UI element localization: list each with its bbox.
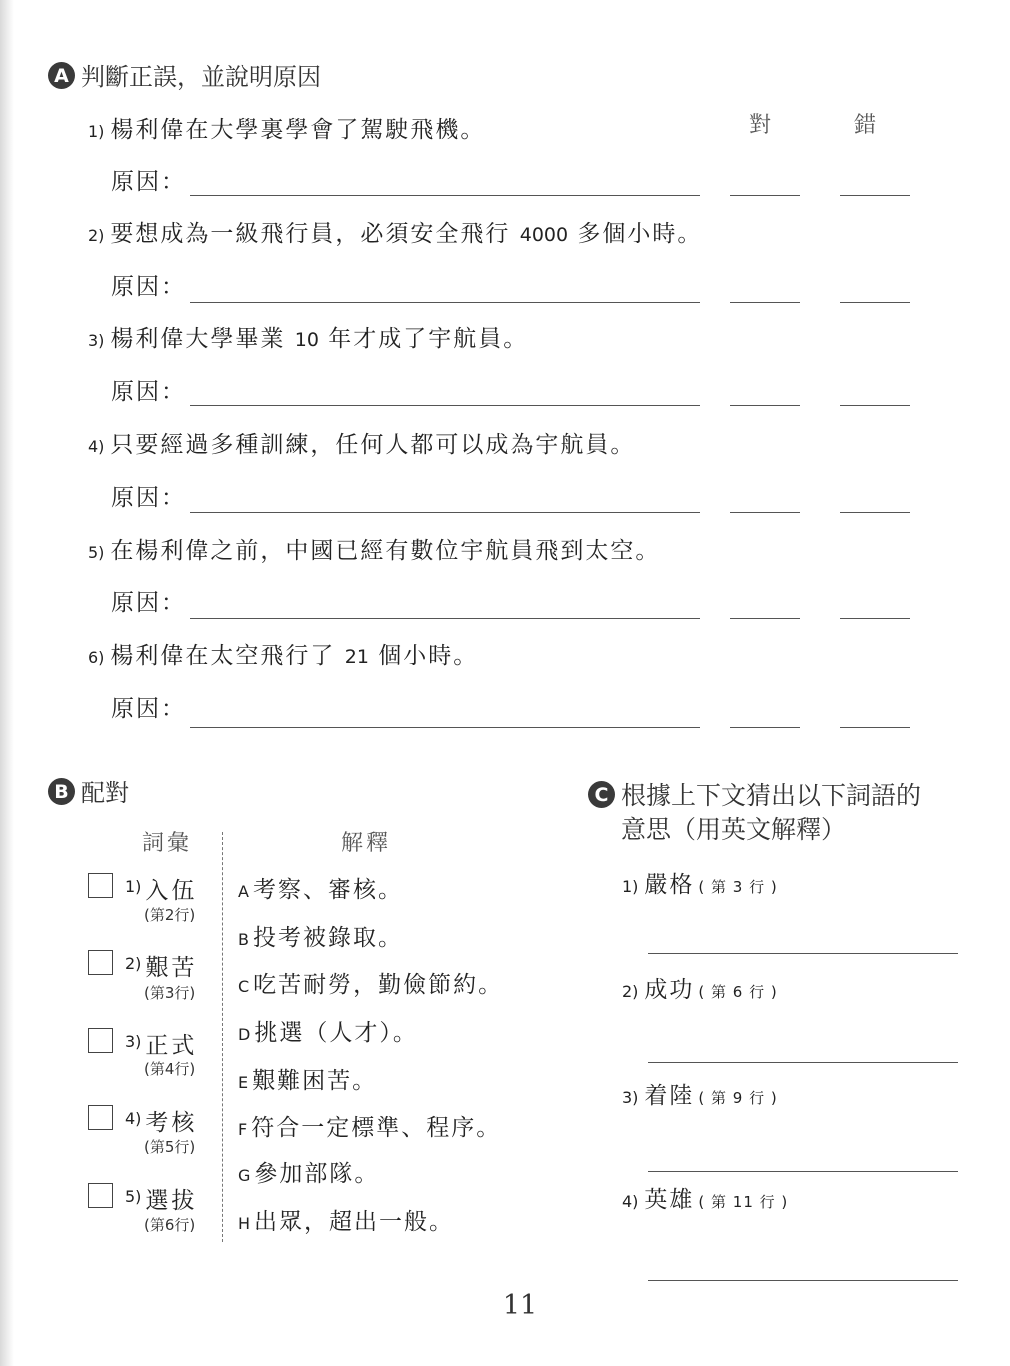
vocab-word: 正式 bbox=[145, 1033, 198, 1059]
item-line-ref: ( 第 3 行 ) bbox=[698, 878, 778, 896]
definition-text: 參加部隊。 bbox=[254, 1161, 380, 1187]
question-3 bbox=[88, 320, 528, 353]
question-text: 多個小時。 bbox=[577, 221, 703, 247]
meaning-column-header: 解釋 bbox=[341, 831, 392, 856]
answer-box[interactable] bbox=[88, 1183, 113, 1208]
definition-text: 符合一定標準、程序。 bbox=[251, 1115, 502, 1141]
item-word: 着陸 bbox=[644, 1083, 695, 1109]
reason-label: 原因： bbox=[111, 590, 186, 616]
question-2 bbox=[88, 215, 702, 248]
answer-line[interactable] bbox=[648, 1062, 958, 1063]
reason-label: 原因： bbox=[111, 485, 186, 511]
true-answer-line[interactable] bbox=[730, 512, 800, 513]
definition-letter: B bbox=[238, 930, 249, 949]
guess-item-3 bbox=[622, 1077, 778, 1110]
answer-box[interactable] bbox=[88, 1028, 113, 1053]
reason-answer-line[interactable] bbox=[190, 195, 700, 196]
answer-box[interactable] bbox=[88, 1105, 113, 1130]
guess-item-1 bbox=[622, 866, 778, 899]
question-5 bbox=[88, 532, 660, 565]
definition-text: 挑選（人才）。 bbox=[254, 1020, 418, 1046]
reason-answer-line[interactable] bbox=[190, 302, 700, 303]
vocab-number: 2) bbox=[125, 954, 142, 973]
reason-label: 原因： bbox=[111, 169, 186, 195]
definition-text: 吃苦耐勞，勤儉節約。 bbox=[253, 972, 504, 998]
answer-line[interactable] bbox=[648, 1280, 958, 1281]
question-number: 3) bbox=[88, 331, 105, 350]
reason-answer-line[interactable] bbox=[190, 727, 700, 728]
reason-answer-line[interactable] bbox=[190, 512, 700, 513]
false-answer-line[interactable] bbox=[840, 727, 910, 728]
true-answer-line[interactable] bbox=[730, 618, 800, 619]
vocab-item bbox=[88, 949, 197, 982]
question-4 bbox=[88, 426, 635, 459]
vocab-item bbox=[88, 1104, 197, 1137]
reason-label: 原因： bbox=[111, 696, 186, 722]
question-1 bbox=[88, 111, 485, 144]
definition-text: 投考被錄取。 bbox=[252, 925, 403, 951]
item-word: 嚴格 bbox=[644, 872, 695, 898]
vocab-item bbox=[88, 1182, 197, 1215]
question-number: 6) bbox=[88, 648, 105, 667]
vocab-word: 選拔 bbox=[145, 1188, 198, 1214]
item-word: 英雄 bbox=[644, 1187, 695, 1213]
vocab-word: 艱苦 bbox=[145, 955, 198, 981]
section-a-header bbox=[48, 61, 321, 93]
definition-item bbox=[238, 966, 503, 999]
answer-line[interactable] bbox=[648, 953, 958, 954]
question-text: 楊利偉在太空飛行了 bbox=[110, 643, 336, 669]
definition-letter: H bbox=[238, 1214, 251, 1233]
definition-item bbox=[238, 871, 403, 904]
column-divider bbox=[222, 832, 223, 1242]
definition-letter: C bbox=[238, 977, 250, 996]
item-number: 2) bbox=[622, 982, 639, 1001]
definition-text: 出眾，超出一般。 bbox=[254, 1209, 455, 1235]
definition-item bbox=[238, 919, 403, 952]
vocab-line-ref: (第3行) bbox=[144, 984, 196, 1002]
false-column-label: 錯 bbox=[854, 113, 877, 138]
question-number: 1) bbox=[88, 122, 105, 141]
vocab-number: 5) bbox=[125, 1187, 142, 1206]
definition-item bbox=[238, 1109, 501, 1142]
page-edge-shadow bbox=[0, 0, 14, 1366]
true-answer-line[interactable] bbox=[730, 302, 800, 303]
vocab-number: 4) bbox=[125, 1109, 142, 1128]
definition-item bbox=[238, 1062, 377, 1095]
false-answer-line[interactable] bbox=[840, 405, 910, 406]
reason-label: 原因： bbox=[111, 379, 186, 405]
vocab-item bbox=[88, 1027, 197, 1060]
vocab-word: 入伍 bbox=[145, 878, 198, 904]
true-column-label: 對 bbox=[749, 113, 772, 138]
vocab-line-ref: (第5行) bbox=[144, 1138, 196, 1156]
definition-letter: E bbox=[238, 1073, 249, 1092]
definition-text: 考察、審核。 bbox=[252, 877, 403, 903]
vocab-line-ref: (第6行) bbox=[144, 1216, 196, 1234]
definition-item bbox=[238, 1203, 454, 1236]
question-number: 2) bbox=[88, 226, 105, 245]
false-answer-line[interactable] bbox=[840, 302, 910, 303]
vocab-word: 考核 bbox=[145, 1110, 198, 1136]
vocab-item bbox=[88, 872, 197, 905]
false-answer-line[interactable] bbox=[840, 512, 910, 513]
item-line-ref: ( 第 11 行 ) bbox=[698, 1193, 789, 1211]
guess-item-4 bbox=[622, 1181, 788, 1214]
definition-letter: D bbox=[238, 1025, 251, 1044]
definition-letter: A bbox=[238, 882, 249, 901]
item-number: 1) bbox=[622, 877, 639, 896]
vocab-line-ref: (第2行) bbox=[144, 906, 196, 924]
reason-answer-line[interactable] bbox=[190, 405, 700, 406]
question-figure: 4000 bbox=[519, 224, 569, 246]
definition-text: 艱難困苦。 bbox=[252, 1068, 378, 1094]
item-number: 3) bbox=[622, 1088, 639, 1107]
question-text: 個小時。 bbox=[378, 643, 479, 669]
reason-label: 原因： bbox=[111, 274, 186, 300]
definition-letter: G bbox=[238, 1166, 251, 1185]
true-answer-line[interactable] bbox=[730, 727, 800, 728]
question-6 bbox=[88, 637, 478, 670]
vocab-number: 3) bbox=[125, 1032, 142, 1051]
question-figure: 21 bbox=[344, 646, 369, 668]
item-word: 成功 bbox=[644, 977, 695, 1003]
question-figure: 10 bbox=[294, 329, 319, 351]
section-a-title: 判斷正誤，並說明原因 bbox=[81, 63, 321, 91]
question-text: 楊利偉在大學裏學會了駕駛飛機。 bbox=[110, 117, 486, 143]
section-c-badge: C bbox=[588, 781, 615, 808]
question-text: 要想成為一級飛行員，必須安全飛行 bbox=[110, 221, 511, 247]
item-line-ref: ( 第 6 行 ) bbox=[698, 983, 778, 1001]
true-answer-line[interactable] bbox=[730, 405, 800, 406]
section-b-header bbox=[48, 777, 129, 809]
vocab-column-header: 詞彙 bbox=[142, 831, 193, 856]
question-number: 4) bbox=[88, 437, 105, 456]
question-text: 楊利偉大學畢業 bbox=[110, 326, 286, 352]
answer-box[interactable] bbox=[88, 873, 113, 898]
false-answer-line[interactable] bbox=[840, 618, 910, 619]
section-c-header bbox=[588, 780, 921, 846]
section-b-title: 配對 bbox=[81, 779, 129, 807]
answer-box[interactable] bbox=[88, 950, 113, 975]
vocab-number: 1) bbox=[125, 877, 142, 896]
question-number: 5) bbox=[88, 543, 105, 562]
answer-line[interactable] bbox=[648, 1171, 958, 1172]
section-c-title-line1: 根據上下文猜出以下詞語的 bbox=[621, 781, 922, 810]
vocab-line-ref: (第4行) bbox=[144, 1060, 196, 1078]
guess-item-2 bbox=[622, 971, 778, 1004]
definition-letter: F bbox=[238, 1120, 248, 1139]
section-b-badge: B bbox=[48, 778, 75, 805]
section-a-badge: A bbox=[48, 62, 75, 89]
question-text: 只要經過多種訓練，任何人都可以成為宇航員。 bbox=[110, 432, 636, 458]
section-c-title-line2: 意思（用英文解釋） bbox=[621, 815, 847, 844]
false-answer-line[interactable] bbox=[840, 195, 910, 196]
true-answer-line[interactable] bbox=[730, 195, 800, 196]
question-text: 年才成了宇航員。 bbox=[328, 326, 529, 352]
definition-item bbox=[238, 1014, 418, 1047]
reason-answer-line[interactable] bbox=[190, 618, 700, 619]
item-line-ref: ( 第 9 行 ) bbox=[698, 1089, 778, 1107]
page-number: 11 bbox=[502, 1290, 538, 1321]
item-number: 4) bbox=[622, 1192, 639, 1211]
question-text: 在楊利偉之前，中國已經有數位宇航員飛到太空。 bbox=[110, 538, 661, 564]
definition-item bbox=[238, 1155, 379, 1188]
